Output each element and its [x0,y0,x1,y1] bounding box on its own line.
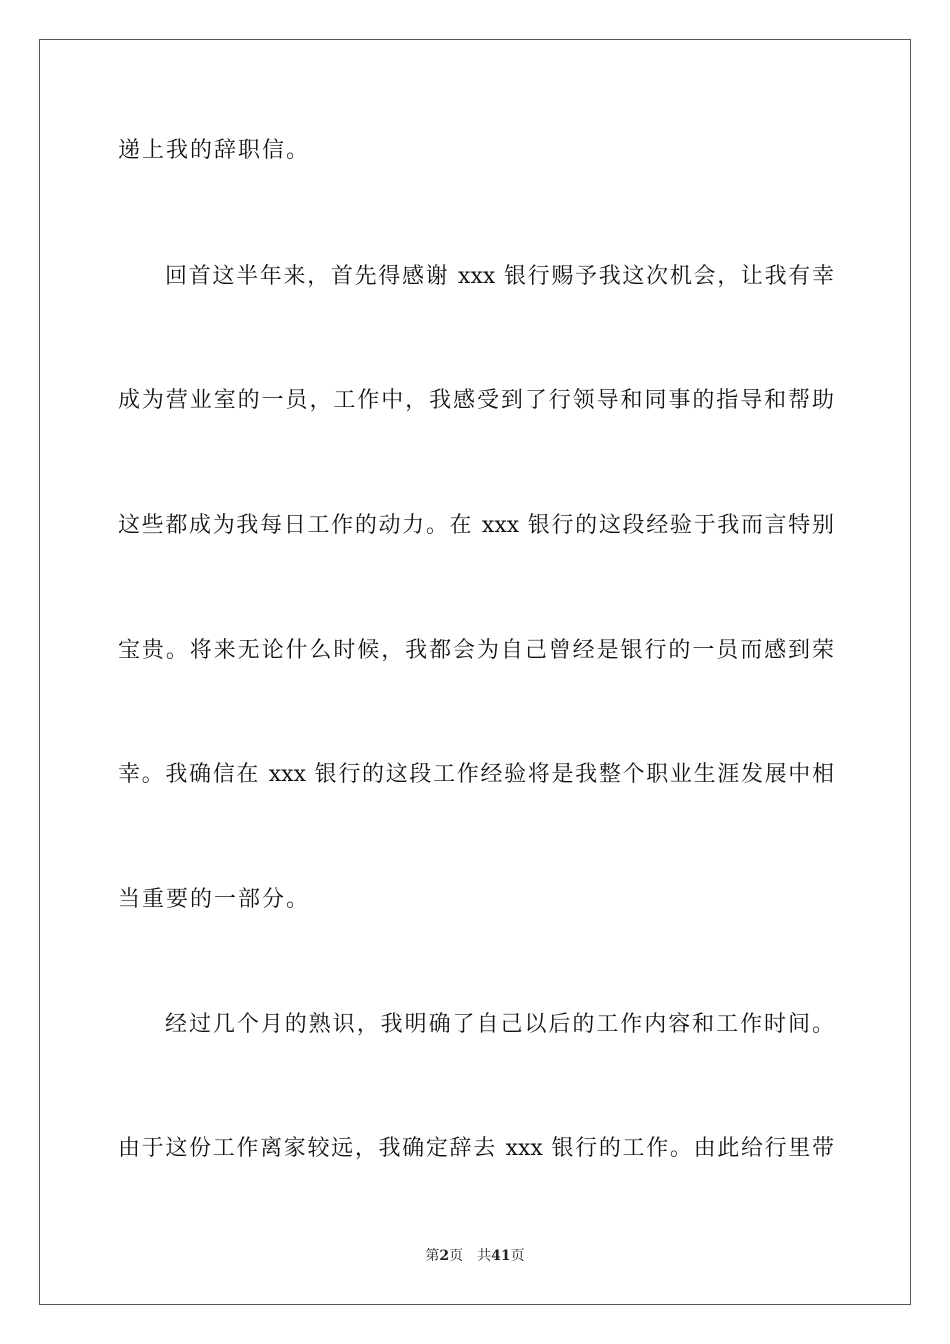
total-suffix: 页 [510,1248,525,1264]
text-line-1: 递上我的辞职信。 [118,138,311,163]
page-border [39,39,911,1305]
total-pages: 41 [491,1248,511,1264]
text-line-6: 幸。我确信在 xxx 银行的这段工作经验将是我整个职业生涯发展中相 [118,762,834,787]
text-line-7: 当重要的一部分。 [118,887,311,912]
total-prefix: 共 [477,1248,492,1264]
page-number: 2 [439,1248,450,1264]
text-line-8: 经过几个月的熟识，我明确了自己以后的工作内容和工作时间。 [165,1012,834,1037]
page-prefix: 第 [425,1248,440,1264]
text-line-3: 成为营业室的一员，工作中，我感受到了行领导和同事的指导和帮助 [118,388,834,413]
text-line-2: 回首这半年来，首先得感谢 xxx 银行赐予我这次机会，让我有幸 [165,264,834,289]
text-line-5: 宝贵。将来无论什么时候，我都会为自己曾经是银行的一员而感到荣 [118,638,834,663]
text-line-9: 由于这份工作离家较远，我确定辞去 xxx 银行的工作。由此给行里带 [118,1136,834,1161]
text-line-4: 这些都成为我每日工作的动力。在 xxx 银行的这段经验于我而言特别 [118,513,834,538]
page-suffix: 页 [449,1248,464,1264]
page-footer [0,1246,950,1266]
